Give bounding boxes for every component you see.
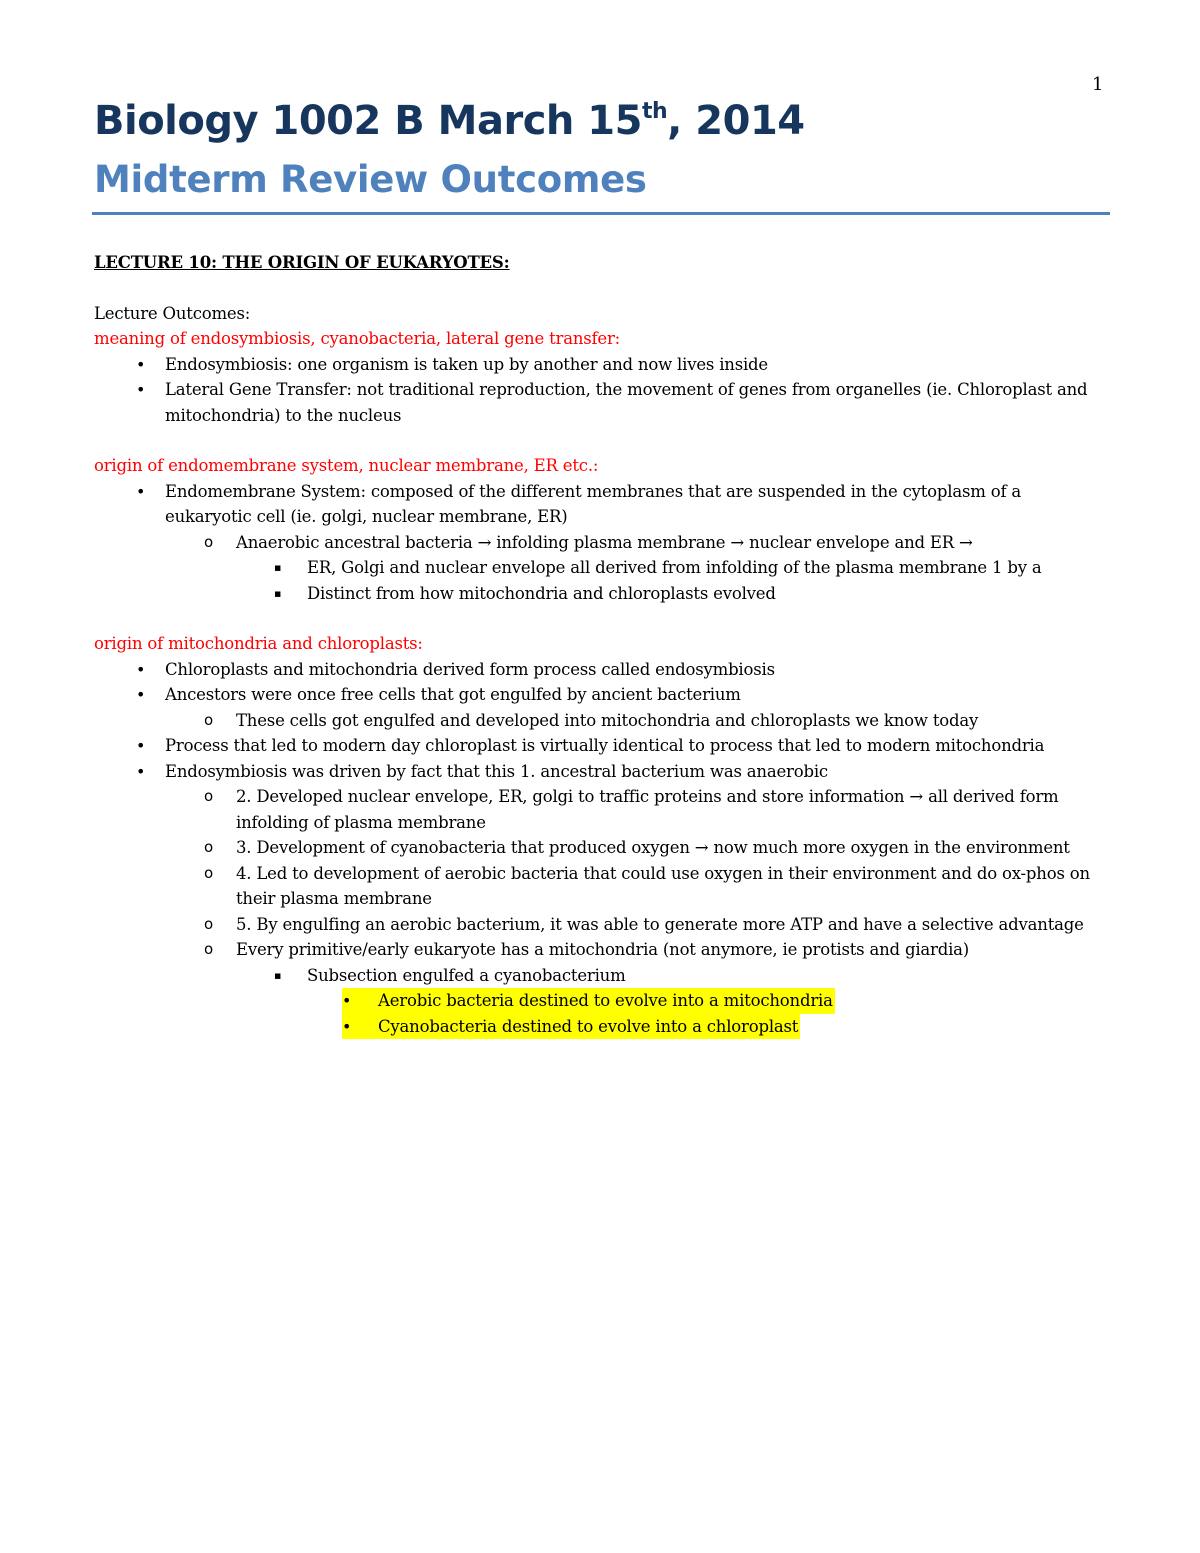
circle-bullet-icon: o: [204, 787, 213, 805]
document-title: [94, 98, 805, 144]
bullet-icon: •: [136, 380, 146, 399]
section-heading: origin of endomembrane system, nuclear membrane, ER etc.:: [94, 456, 599, 475]
list-item: • Endosymbiosis was driven by fact that this 1. ancestral bacterium was anaerobic: [94, 759, 1104, 785]
list-item: o 3. Development of cyanobacteria that produced oxygen → now much more oxygen in the environment: [94, 835, 1104, 861]
bullet-icon: •: [136, 685, 146, 704]
list-item: o 5. By engulfing an aerobic bacterium, it was able to generate more ATP and have a selective advantage: [94, 912, 1104, 938]
circle-bullet-icon: o: [204, 914, 213, 933]
document-body: [94, 250, 1104, 1039]
bullet-icon: •: [136, 354, 146, 374]
list-item: ▪ Subsection engulfed a cyanobacterium: [94, 963, 1104, 989]
list-item: • Chloroplasts and mitochondria derived form process called endosymbiosis: [94, 657, 1104, 683]
list-item: • Endosymbiosis: one organism is taken up by another and now lives inside: [94, 352, 1104, 378]
list-item: ▪ ER, Golgi and nuclear envelope all derived from infolding of the plasma membrane 1 by a: [94, 555, 1104, 581]
section-heading: origin of mitochondria and chloroplasts:: [94, 634, 423, 653]
section-heading: meaning of endosymbiosis, cyanobacteria, lateral gene transfer:: [94, 329, 621, 348]
document-subtitle: Midterm Review Outcomes: [94, 158, 647, 201]
circle-bullet-icon: o: [204, 710, 213, 729]
list-item: o 4. Led to development of aerobic bacteria that could use oxygen in their environment and do ox-phos on their plasma membrane: [94, 861, 1104, 912]
title-divider: [92, 212, 1110, 215]
outcomes-label: Lecture Outcomes:: [94, 303, 251, 323]
list-item: o Every primitive/early eukaryote has a mitochondria (not anymore, ie protists and giardia): [94, 937, 1104, 963]
highlighted-list-item: [94, 988, 1104, 1014]
title-end: , 2014: [667, 98, 805, 144]
bullet-icon: •: [342, 991, 352, 1010]
circle-bullet-icon: o: [204, 838, 213, 856]
list-item: o 2. Developed nuclear envelope, ER, golgi to traffic proteins and store information → all derived form infolding of plasma membrane: [94, 784, 1104, 835]
lecture-heading: LECTURE 10: THE ORIGIN OF EUKARYOTES:: [94, 253, 510, 272]
bullet-icon: •: [136, 761, 146, 781]
list-item: o These cells got engulfed and developed into mitochondria and chloroplasts we know today: [94, 708, 1104, 734]
bullet-icon: •: [136, 736, 146, 755]
highlight: Cyanobacteria destined to evolve into a chloroplast: [342, 1014, 800, 1040]
circle-bullet-icon: o: [204, 863, 213, 882]
title-superscript: th: [641, 99, 668, 124]
bullet-icon: •: [342, 1016, 352, 1036]
circle-bullet-icon: o: [204, 532, 213, 551]
square-bullet-icon: ▪: [274, 968, 282, 982]
list-item: ▪ Distinct from how mitochondria and chloroplasts evolved: [94, 581, 1104, 607]
list-item: • Process that led to modern day chloroplast is virtually identical to process that led to modern mitochondria: [94, 733, 1104, 759]
list-item: o Anaerobic ancestral bacteria → infolding plasma membrane → nuclear envelope and ER →: [94, 530, 1104, 556]
list-item: • Ancestors were once free cells that got engulfed by ancient bacterium: [94, 682, 1104, 708]
bullet-icon: •: [136, 659, 146, 679]
circle-bullet-icon: o: [204, 940, 213, 958]
square-bullet-icon: ▪: [274, 561, 282, 574]
highlight: Aerobic bacteria destined to evolve into a mitochondria: [342, 988, 835, 1014]
highlighted-list-item: [94, 1014, 1104, 1040]
title-main: Biology 1002 B March 15: [94, 98, 642, 144]
list-item: • Endomembrane System: composed of the different membranes that are suspended in the cytoplasm of a eukaryotic cell (ie. golgi, nuclear membrane, ER): [94, 479, 1104, 530]
bullet-icon: •: [136, 481, 146, 501]
list-item: • Lateral Gene Transfer: not traditional reproduction, the movement of genes from organelles (ie. Chloroplast and mitochondria) to the nucleus: [94, 377, 1104, 428]
square-bullet-icon: ▪: [274, 586, 282, 600]
page-number: 1: [1092, 74, 1104, 95]
